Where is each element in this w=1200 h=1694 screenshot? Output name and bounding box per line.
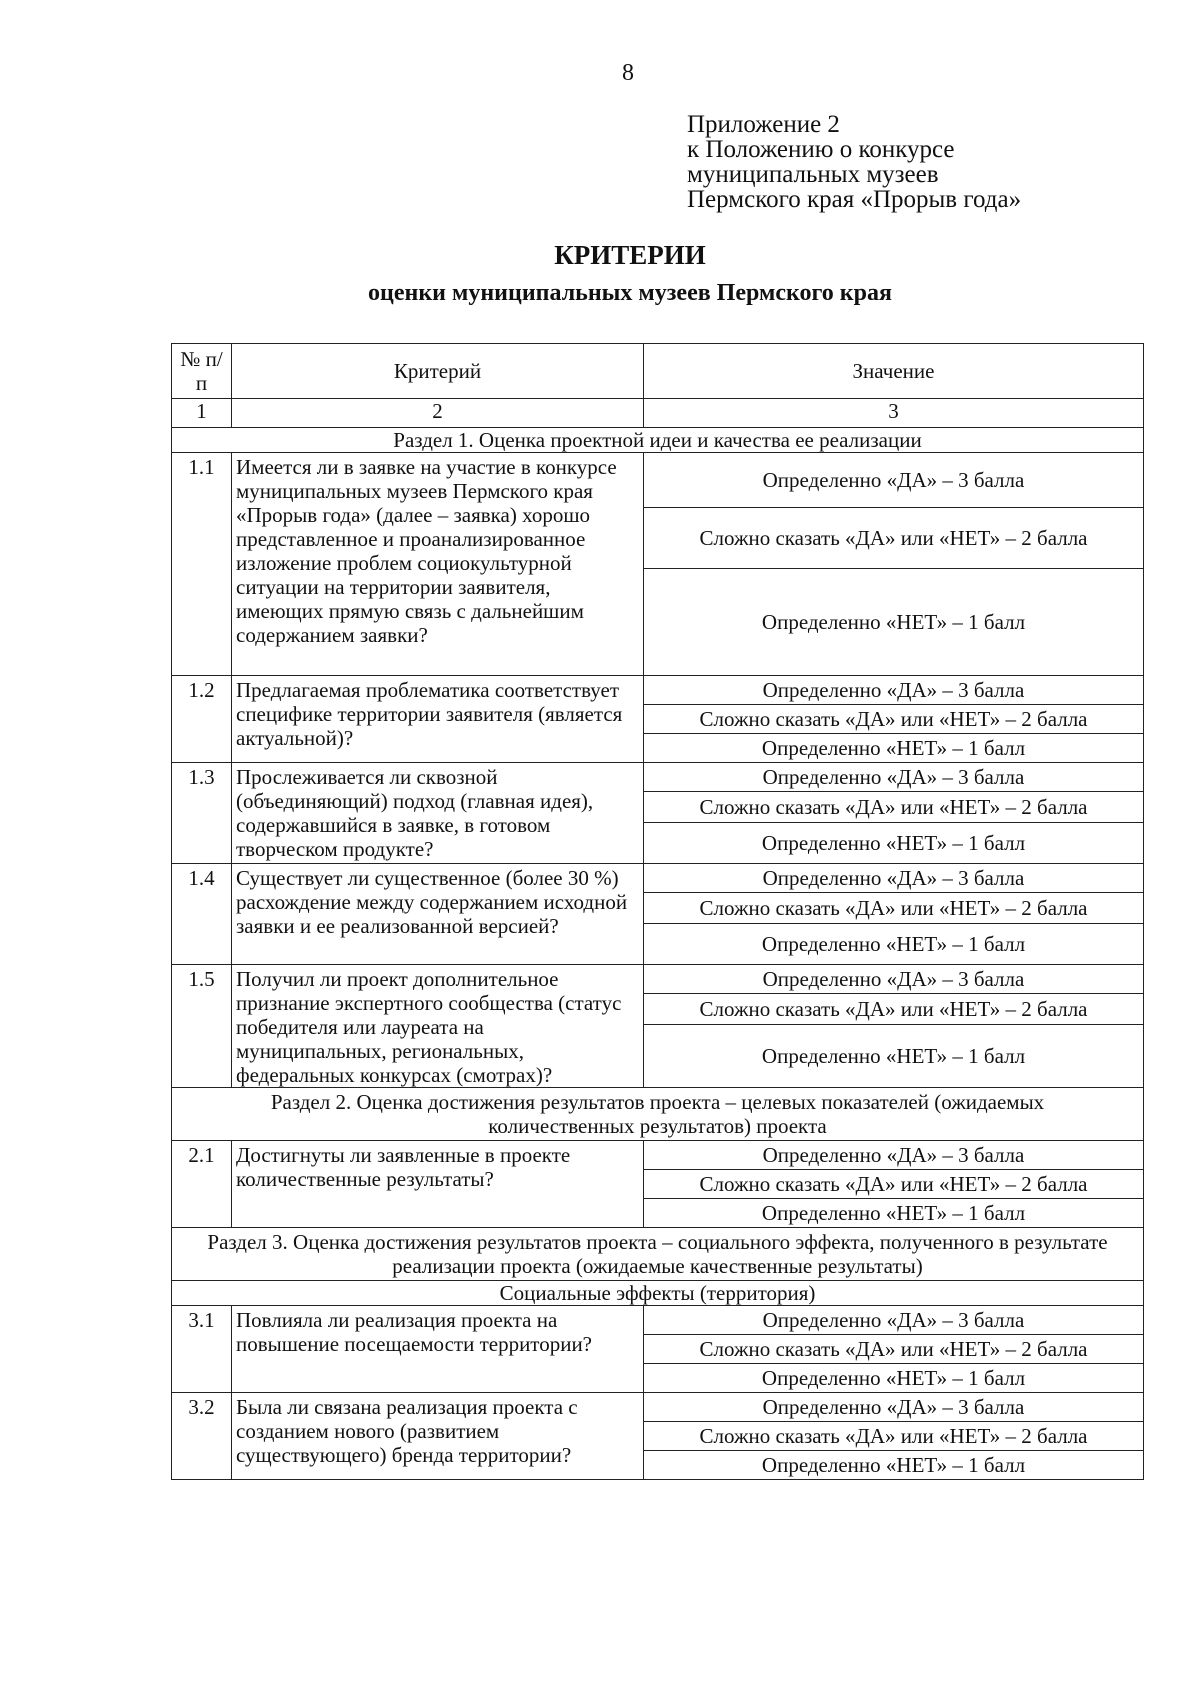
criterion-text: Имеется ли в заявке на участие в конкурсе муниципальных музеев Пермского края «Прорыв года» (далее – заявка) хорошо представленное и проанализированное изложение проблем социокультурной ситуации на территории заявителя, имеющих прямую связь с дальнейшим содержанием заявки? [232, 453, 644, 676]
row-number: 1.2 [172, 676, 232, 763]
column-number-row [172, 399, 1144, 428]
table-row [172, 763, 1144, 792]
value-no: Определенно «НЕТ» – 1 балл [644, 1364, 1144, 1393]
row-number: 1.1 [172, 453, 232, 676]
criterion-text: Достигнуты ли заявленные в проекте количественные результаты? [232, 1141, 644, 1228]
value-no: Определенно «НЕТ» – 1 балл [644, 569, 1144, 676]
table-row [172, 676, 1144, 705]
row-number: 2.1 [172, 1141, 232, 1228]
value-maybe: Сложно сказать «ДА» или «НЕТ» – 2 балла [644, 1170, 1144, 1199]
section-1-heading: Раздел 1. Оценка проектной идеи и качества ее реализации [172, 428, 1144, 453]
criterion-text: Была ли связана реализация проекта с созданием нового (развитием существующего) бренда территории? [232, 1393, 644, 1480]
value-yes: Определенно «ДА» – 3 балла [644, 1393, 1144, 1422]
section-heading-row [172, 1228, 1144, 1281]
criterion-text: Получил ли проект дополнительное признание экспертного сообщества (статус победителя или лауреата на муниципальных, региональных, федеральных конкурсах (смотрах)? [232, 965, 644, 1088]
table-row [172, 1141, 1144, 1170]
appendix-line: Приложение 2 [687, 111, 840, 138]
header-criterion: Критерий [232, 344, 644, 399]
value-maybe: Сложно сказать «ДА» или «НЕТ» – 2 балла [644, 893, 1144, 924]
row-number: 3.1 [172, 1306, 232, 1393]
appendix-reference [687, 112, 1021, 212]
criterion-text: Существует ли существенное (более 30 %) расхождение между содержанием исходной заявки и ее реализованной версией? [232, 864, 644, 965]
subsection-3-heading: Социальные эффекты (территория) [172, 1281, 1144, 1306]
value-yes: Определенно «ДА» – 3 балла [644, 453, 1144, 508]
value-no: Определенно «НЕТ» – 1 балл [644, 1025, 1144, 1088]
section-2-heading: Раздел 2. Оценка достижения результатов проекта – целевых показателей (ожидаемых количественных результатов) проекта [172, 1088, 1144, 1141]
table-header-row [172, 344, 1144, 399]
value-no: Определенно «НЕТ» – 1 балл [644, 1199, 1144, 1228]
value-maybe: Сложно сказать «ДА» или «НЕТ» – 2 балла [644, 792, 1144, 823]
row-number: 1.3 [172, 763, 232, 864]
document-subtitle: оценки муниципальных музеев Пермского края [368, 280, 892, 306]
section-heading-row [172, 428, 1144, 453]
table-row [172, 864, 1144, 893]
table-row [172, 453, 1144, 508]
row-number: 1.5 [172, 965, 232, 1088]
criteria-table [171, 343, 1144, 1480]
value-maybe: Сложно сказать «ДА» или «НЕТ» – 2 балла [644, 1335, 1144, 1364]
table-row [172, 1393, 1144, 1422]
section-heading-row [172, 1088, 1144, 1141]
value-no: Определенно «НЕТ» – 1 балл [644, 924, 1144, 965]
appendix-line: Пермского края «Прорыв года» [687, 186, 1022, 213]
document-title: КРИТЕРИИ [554, 240, 706, 270]
header-value: Значение [644, 344, 1144, 399]
appendix-line: к Положению о конкурсе [687, 136, 955, 163]
value-maybe: Сложно сказать «ДА» или «НЕТ» – 2 балла [644, 705, 1144, 734]
table-row [172, 965, 1144, 994]
row-number: 1.4 [172, 864, 232, 965]
criterion-text: Повлияла ли реализация проекта на повышение посещаемости территории? [232, 1306, 644, 1393]
value-no: Определенно «НЕТ» – 1 балл [644, 823, 1144, 864]
value-yes: Определенно «ДА» – 3 балла [644, 1306, 1144, 1335]
value-yes: Определенно «ДА» – 3 балла [644, 763, 1144, 792]
value-maybe: Сложно сказать «ДА» или «НЕТ» – 2 балла [644, 508, 1144, 569]
value-no: Определенно «НЕТ» – 1 балл [644, 734, 1144, 763]
value-maybe: Сложно сказать «ДА» или «НЕТ» – 2 балла [644, 1422, 1144, 1451]
criterion-text: Прослеживается ли сквозной (объединяющий) подход (главная идея), содержавшийся в заявке, в готовом творческом продукте? [232, 763, 644, 864]
row-number: 3.2 [172, 1393, 232, 1480]
section-3-heading: Раздел 3. Оценка достижения результатов проекта – социального эффекта, полученного в результате реализации проекта (ожидаемые качественные результаты) [172, 1228, 1144, 1281]
column-number: 3 [644, 399, 1144, 428]
column-number: 1 [172, 399, 232, 428]
criterion-text: Предлагаемая проблематика соответствует специфике территории заявителя (является актуальной)? [232, 676, 644, 763]
subsection-heading-row [172, 1281, 1144, 1306]
value-maybe: Сложно сказать «ДА» или «НЕТ» – 2 балла [644, 994, 1144, 1025]
value-yes: Определенно «ДА» – 3 балла [644, 864, 1144, 893]
header-num: № п/п [172, 344, 232, 399]
value-yes: Определенно «ДА» – 3 балла [644, 965, 1144, 994]
value-yes: Определенно «ДА» – 3 балла [644, 676, 1144, 705]
appendix-line: муниципальных музеев [687, 161, 939, 188]
value-yes: Определенно «ДА» – 3 балла [644, 1141, 1144, 1170]
column-number: 2 [232, 399, 644, 428]
table-row [172, 1306, 1144, 1335]
value-no: Определенно «НЕТ» – 1 балл [644, 1451, 1144, 1480]
page-number: 8 [622, 60, 634, 86]
